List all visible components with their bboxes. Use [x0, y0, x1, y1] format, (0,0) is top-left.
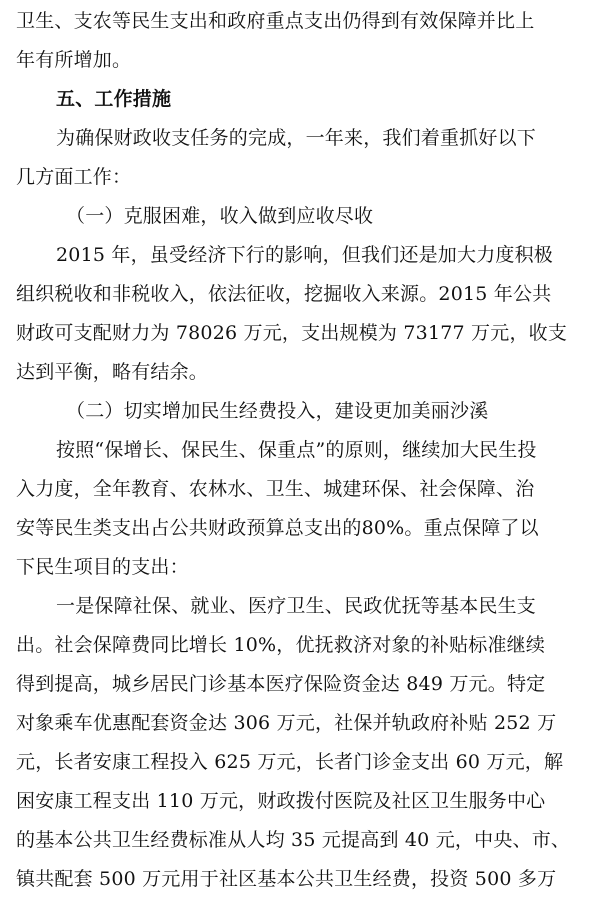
body-line: 对象乘车优惠配套资金达 306 万元，社保并轨政府补贴 252 万 — [16, 712, 557, 734]
body-line: 达到平衡，略有结余。 — [16, 361, 209, 383]
body-line: 几方面工作： — [16, 166, 132, 188]
body-line: 财政可支配财力为 78026 万元，支出规模为 73177 万元，收支 — [16, 322, 568, 344]
body-line: 为确保财政收支任务的完成，一年来，我们着重抓好以下 — [56, 127, 537, 149]
body-line: 安等民生类支出占公共财政预算总支出的80%。重点保障了以 — [16, 517, 539, 539]
body-line: 年有所增加。 — [16, 49, 132, 71]
body-line: 出。社会保障费同比增长 10%，优抚救济对象的补贴标准继续 — [16, 634, 546, 656]
body-line: 入力度，全年教育、农林水、卫生、城建环保、社会保障、治 — [16, 478, 535, 500]
subsection-heading: （一）克服困难，收入做到应收尽收 — [66, 205, 374, 227]
subsection-heading: （二）切实增加民生经费投入，建设更加美丽沙溪 — [66, 400, 489, 422]
section-heading: 五、工作措施 — [56, 88, 172, 110]
body-line: 困安康工程支出 110 万元，财政拨付医院及社区卫生服务中心 — [16, 790, 546, 812]
body-line: 镇共配套 500 万元用于社区基本公共卫生经费，投资 500 多万 — [16, 868, 557, 890]
body-line: 下民生项目的支出： — [16, 556, 189, 578]
body-line: 按照“保增长、保民生、保重点”的原则，继续加大民生投 — [56, 439, 537, 461]
body-line: 元，长者安康工程投入 625 万元，长者门诊金支出 60 万元，解 — [16, 751, 564, 773]
body-line: 的基本公共卫生经费标准从人均 35 元提高到 40 元，中央、市、 — [16, 829, 571, 851]
body-line: 一是保障社保、就业、医疗卫生、民政优抚等基本民生支 — [56, 595, 537, 617]
body-line: 卫生、支农等民生支出和政府重点支出仍得到有效保障并比上 — [16, 10, 535, 32]
body-line: 2015 年，虽受经济下行的影响，但我们还是加大力度积极 — [56, 244, 553, 266]
body-line: 组织税收和非税收入，依法征收，挖掘收入来源。2015 年公共 — [16, 283, 552, 305]
body-line: 得到提高，城乡居民门诊基本医疗保险资金达 849 万元。特定 — [16, 673, 546, 695]
